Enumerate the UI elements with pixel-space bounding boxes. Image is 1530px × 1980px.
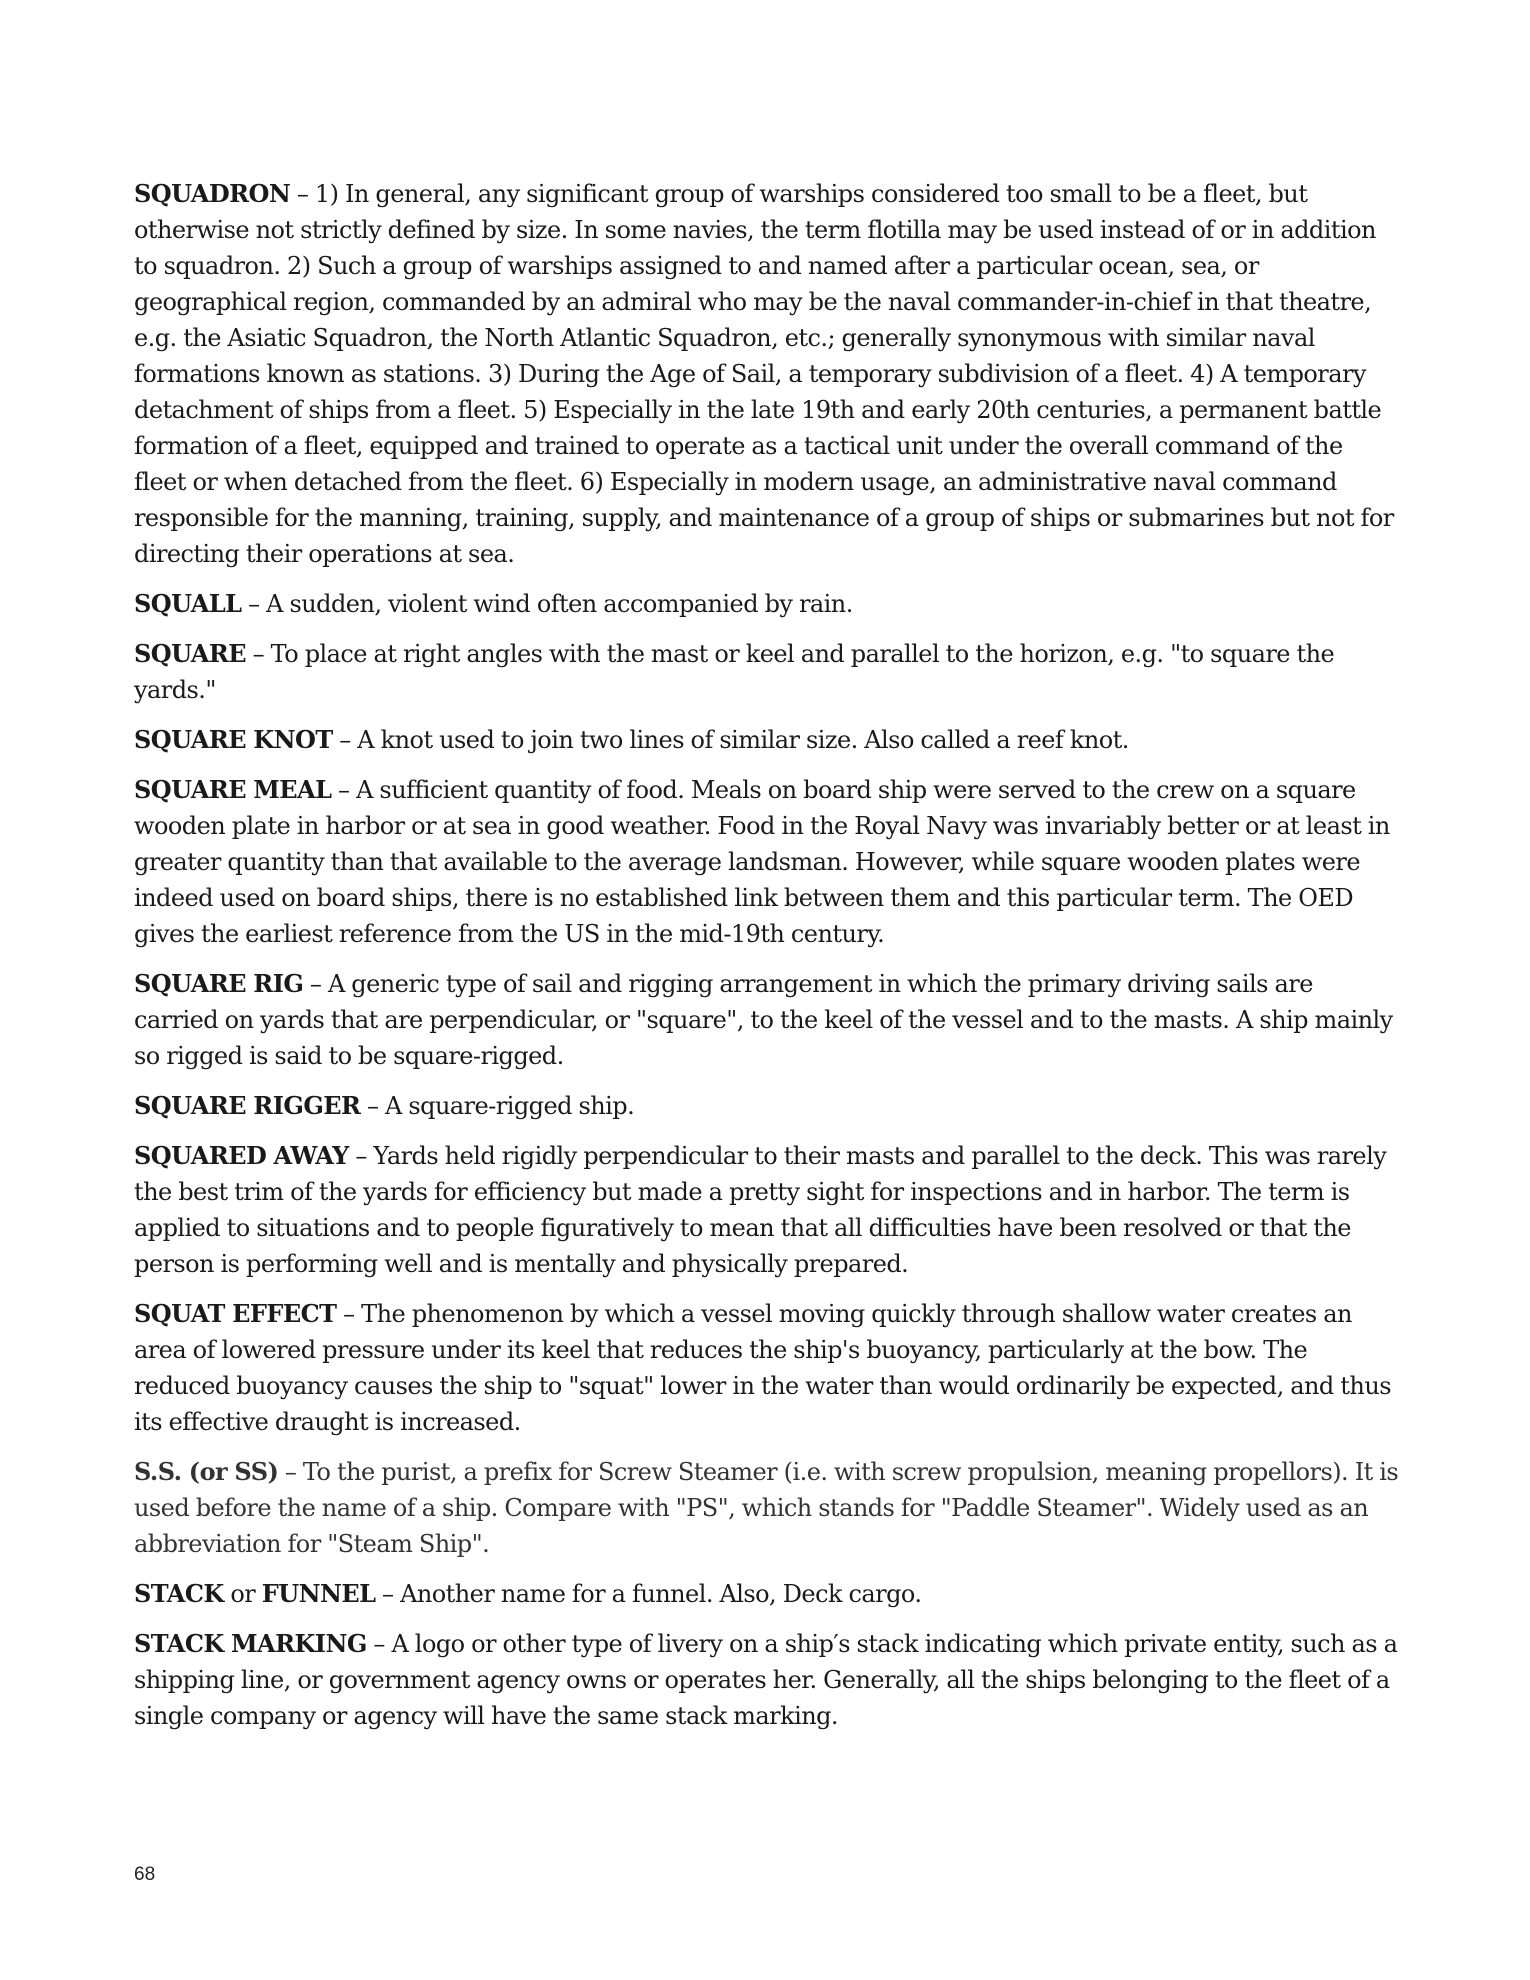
- entry-definition: – A knot used to join two lines of similar size. Also called a reef knot.: [339, 726, 1129, 754]
- entry-definition: – A square-rigged ship.: [367, 1092, 635, 1120]
- glossary-entry-stack: [134, 1576, 1399, 1612]
- entry-term: SQUADRON: [134, 179, 291, 208]
- entry-term: SQUARE KNOT: [134, 725, 333, 754]
- glossary-entry-square-meal: [134, 772, 1399, 952]
- glossary-entry-square-rigger: [134, 1088, 1399, 1124]
- glossary-entry-squadron: [134, 176, 1399, 572]
- glossary-entry-ss: [134, 1454, 1399, 1562]
- entry-definition: – A sufficient quantity of food. Meals on board ship were served to the crew on a square wooden plate in harbor or at sea in good weather. Food in the Royal Navy was invariably better or at least in greater quantity than that available to the average landsman. However, while square wooden plates were indeed used on board ships, there is no established link between them and this particular term. The OED gives the earliest reference from the US in the mid-19th century.: [134, 776, 1390, 948]
- entry-term: SQUALL: [134, 589, 242, 618]
- glossary-entry-squall: [134, 586, 1399, 622]
- entry-definition: – To the purist, a prefix for Screw Steamer (i.e. with screw propulsion, meaning propellors). It is used before the name of a ship. Compare with "PS", which stands for "Paddle Steamer". Widely used as an abbreviation for "Steam Ship".: [134, 1458, 1399, 1558]
- entry-term: SQUARE: [134, 639, 246, 668]
- entry-definition: – Yards held rigidly perpendicular to their masts and parallel to the deck. This was rarely the best trim of the yards for efficiency but made a pretty sight for inspections and in harbor. The term is applied to situations and to people figuratively to mean that all difficulties have been resolved or that the person is performing well and is mentally and physically prepared.: [134, 1142, 1387, 1278]
- entry-term: SQUAT EFFECT: [134, 1299, 337, 1328]
- page-number: 68: [134, 1864, 156, 1885]
- entry-term: SQUARED AWAY: [134, 1141, 349, 1170]
- glossary-entry-square-knot: [134, 722, 1399, 758]
- entry-term: S.S. (or SS): [134, 1457, 279, 1486]
- entry-definition: – A generic type of sail and rigging arrangement in which the primary driving sails are carried on yards that are perpendicular, or "square", to the keel of the vessel and to the masts. A ship mainly so rigged is said to be square-rigged.: [134, 970, 1393, 1070]
- entry-term-alt: FUNNEL: [261, 1579, 376, 1608]
- entry-definition: – To place at right angles with the mast or keel and parallel to the horizon, e.g. "to square the yards.": [134, 640, 1335, 704]
- entry-definition: – The phenomenon by which a vessel moving quickly through shallow water creates an area of lowered pressure under its keel that reduces the ship's buoyancy, particularly at the bow. The reduced buoyancy causes the ship to "squat" lower in the water than would ordinarily be expected, and thus its effective draught is increased.: [134, 1300, 1391, 1436]
- entry-term: STACK: [134, 1579, 224, 1608]
- entry-term: SQUARE MEAL: [134, 775, 332, 804]
- entry-definition: – 1) In general, any significant group of warships considered too small to be a fleet, but otherwise not strictly defined by size. In some navies, the term flotilla may be used instead of or in addition to squadron. 2) Such a group of warships assigned to and named after a particular ocean, sea, or geographical region, commanded by an admiral who may be the naval commander-in-chief in that theatre, e.g. the Asiatic Squadron, the North Atlantic Squadron, etc.; generally synonymous with similar naval formations known as stations. 3) During the Age of Sail, a temporary subdivision of a fleet. 4) A temporary detachment of ships from a fleet. 5) Especially in the late 19th and early 20th centuries, a permanent battle formation of a fleet, equipped and trained to operate as a tactical unit under the overall command of the fleet or when detached from the fleet. 6) Especially in modern usage, an administrative naval command responsible for the manning, training, supply, and maintenance of a group of ships or submarines but not for directing their operations at sea.: [134, 180, 1394, 568]
- glossary-entry-square-rig: [134, 966, 1399, 1074]
- glossary-entry-squared-away: [134, 1138, 1399, 1282]
- entry-definition: – Another name for a funnel. Also, Deck cargo.: [382, 1580, 922, 1608]
- glossary-page: [134, 176, 1399, 1748]
- entry-definition: – A sudden, violent wind often accompanied by rain.: [248, 590, 853, 618]
- entry-term: STACK MARKING: [134, 1629, 367, 1658]
- entry-definition: – A logo or other type of livery on a ship′s stack indicating which private entity, such as a shipping line, or government agency owns or operates her. Generally, all the ships belonging to the fleet of a single company or agency will have the same stack marking.: [134, 1630, 1398, 1730]
- entry-term: SQUARE RIG: [134, 969, 304, 998]
- entry-term: SQUARE RIGGER: [134, 1091, 361, 1120]
- entry-connector: or: [230, 1580, 256, 1608]
- glossary-entry-stack-marking: [134, 1626, 1399, 1734]
- glossary-entry-square: [134, 636, 1399, 708]
- glossary-entry-squat-effect: [134, 1296, 1399, 1440]
